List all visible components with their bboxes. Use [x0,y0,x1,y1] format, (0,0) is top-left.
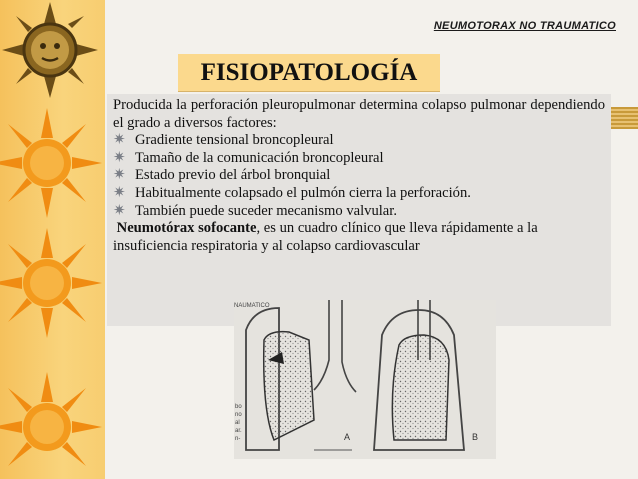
star-bullet-icon: ✷ [113,202,126,219]
final-rest: , es un cuadro clínico que lleva rápidamente a la insuficiencia respiratoria y al colapso cardiovascular [113,220,538,254]
intro-paragraph: Producida la perforación pleuropulmonar determina colapso pulmonar dependiendo el grado a diversos factores: [113,97,605,131]
list-item: ✷ Estado previo del árbol bronquial [113,167,331,184]
bronchus-left [314,300,329,390]
list-item: ✷ Gradiente tensional broncopleural [113,132,334,149]
sun-icon [0,372,102,479]
lung-diagram [234,300,496,459]
lung-right [392,335,449,440]
decorative-sidebar [0,0,105,479]
figure-caption: NAUMATICO [234,303,270,309]
sun-face-icon [2,2,98,98]
list-item: ✷ También puede suceder mecanismo valvular. [113,202,397,219]
figure-side-text: al [235,420,240,426]
star-bullet-icon: ✷ [113,149,126,166]
figure-side-text: no [235,412,242,418]
lung-left [264,332,314,440]
list-item: ✷ Habitualmente colapsado el pulmón cierra la perforación. [113,184,471,201]
decorative-tab [610,107,638,129]
sun-icon [0,228,102,338]
figure-label-b: B [472,432,479,442]
slide-title: FISIOPATOLOGÍA [178,54,440,92]
figure-side-text: bo [235,404,242,410]
star-bullet-icon: ✷ [113,167,126,184]
lung-diagram-figure [234,300,496,459]
final-bold: Neumotórax sofocante [116,220,257,237]
bullet-list [113,132,605,220]
final-paragraph [113,220,605,255]
sun-icon [0,108,102,218]
figure-side-text: ar. [235,428,242,434]
content-box [107,94,611,326]
figure-label-a: A [344,432,351,442]
slide-header: NEUMOTORAX NO TRAUMATICO [433,20,616,32]
list-item: ✷ Tamaño de la comunicación broncopleural [113,149,384,166]
figure-side-text: n- [235,436,241,442]
star-bullet-icon: ✷ [113,132,126,149]
star-bullet-icon: ✷ [113,184,126,201]
